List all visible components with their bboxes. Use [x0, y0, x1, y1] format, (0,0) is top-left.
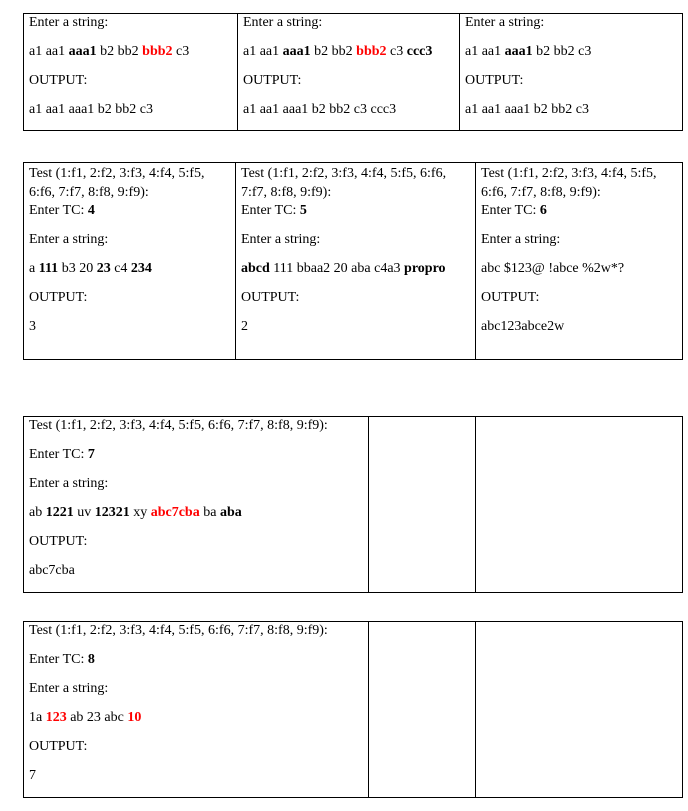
input-string — [241, 260, 470, 289]
tc-line — [29, 651, 363, 680]
output-value: a1 aa1 aaa1 b2 bb2 c3 — [465, 102, 589, 117]
text-segment: c4 — [110, 261, 131, 276]
empty-cell — [369, 417, 476, 593]
bold-token: aba — [219, 505, 242, 520]
text-segment: a1 aa1 — [243, 44, 283, 59]
output-label: OUTPUT: — [29, 73, 88, 88]
input-string — [481, 260, 677, 289]
tc-number: 5 — [299, 203, 307, 218]
text-segment: a1 aa1 — [29, 44, 69, 59]
output-value: 3 — [29, 319, 36, 334]
tc-number: 6 — [539, 203, 547, 218]
input-string — [465, 43, 677, 72]
prompt-text: Enter a string: — [29, 681, 109, 696]
tc-number: 8 — [87, 652, 95, 667]
text-segment: b3 20 — [58, 261, 97, 276]
tc-label: Enter TC: — [481, 203, 540, 218]
empty-cell — [476, 622, 683, 798]
text-segment: c3 — [172, 44, 190, 59]
output-value: abc123abce2w — [481, 319, 565, 334]
test-case-table-3 — [23, 416, 683, 593]
tc-label: Enter TC: — [241, 203, 300, 218]
bold-token: 12321 — [94, 505, 130, 520]
bold-token: aaa1 — [282, 44, 311, 59]
empty-cell — [369, 622, 476, 798]
tc-line — [29, 202, 230, 231]
text-segment: xy — [129, 505, 151, 520]
highlighted-token: abc7cba — [150, 505, 200, 520]
test-menu-text: Test (1:f1, 2:f2, 3:f3, 4:f4, 5:f5, 6:f6, 7:f7, 8:f8, 9:f9): — [29, 623, 328, 638]
text-segment: c3 — [386, 44, 407, 59]
output-value: abc7cba — [29, 563, 75, 578]
bold-token: 1221 — [45, 505, 74, 520]
prompt-text: Enter a string: — [241, 232, 321, 247]
bold-token: abcd — [241, 261, 270, 276]
bold-token: 23 — [96, 261, 111, 276]
bold-token: 234 — [130, 261, 152, 276]
input-string — [29, 260, 230, 289]
text-segment: a — [29, 261, 39, 276]
output-label: OUTPUT: — [29, 739, 88, 754]
output-label: OUTPUT: — [243, 73, 302, 88]
empty-cell — [476, 417, 683, 593]
test-menu-text: Test (1:f1, 2:f2, 3:f3, 4:f4, 5:f5, 6:f6, 7:f7, 8:f8, 9:f9): — [29, 166, 205, 200]
output-label: OUTPUT: — [465, 73, 524, 88]
text-segment: b2 bb2 — [96, 44, 143, 59]
text-segment: b2 bb2 c3 — [532, 44, 592, 59]
output-value: 2 — [241, 319, 248, 334]
test-case-cell-6 — [476, 163, 683, 360]
text-segment: 111 bbaa2 20 aba c4a3 — [269, 261, 405, 276]
output-label: OUTPUT: — [241, 290, 300, 305]
test-cell — [460, 14, 683, 131]
tc-label: Enter TC: — [29, 447, 88, 462]
highlighted-token: 10 — [127, 710, 142, 725]
highlighted-token: 123 — [45, 710, 67, 725]
bold-token: aaa1 — [68, 44, 97, 59]
text-segment: 1a — [29, 710, 46, 725]
prompt-text: Enter a string: — [29, 15, 109, 30]
test-menu-text: Test (1:f1, 2:f2, 3:f3, 4:f4, 5:f5, 6:f6, 7:f7, 8:f8, 9:f9): — [241, 166, 447, 200]
prompt-text: Enter a string: — [243, 15, 323, 30]
tc-number: 7 — [87, 447, 95, 462]
bold-token: aaa1 — [504, 44, 533, 59]
bold-token: propro — [404, 261, 446, 276]
input-string — [29, 43, 232, 72]
output-label: OUTPUT: — [29, 290, 88, 305]
highlighted-token: bbb2 — [356, 44, 387, 59]
prompt-text: Enter a string: — [481, 232, 561, 247]
test-cell — [24, 14, 238, 131]
tc-label: Enter TC: — [29, 652, 88, 667]
text-segment: uv — [73, 505, 95, 520]
test-menu-text: Test (1:f1, 2:f2, 3:f3, 4:f4, 5:f5, 6:f6, 7:f7, 8:f8, 9:f9): — [29, 418, 328, 433]
output-value: a1 aa1 aaa1 b2 bb2 c3 — [29, 102, 153, 117]
test-case-cell-5 — [236, 163, 476, 360]
prompt-text: Enter a string: — [465, 15, 545, 30]
output-label: OUTPUT: — [481, 290, 540, 305]
test-case-cell-8 — [24, 622, 369, 798]
input-string — [29, 504, 363, 533]
tc-label: Enter TC: — [29, 203, 88, 218]
text-segment: ba — [199, 505, 220, 520]
prompt-text: Enter a string: — [29, 232, 109, 247]
prompt-text: Enter a string: — [29, 476, 109, 491]
output-label: OUTPUT: — [29, 534, 88, 549]
bold-token: ccc3 — [406, 44, 433, 59]
text-segment: abc $123@ !abce %2w*? — [481, 261, 625, 276]
tc-line — [481, 202, 677, 231]
input-string — [29, 709, 363, 738]
tc-line — [29, 446, 363, 475]
text-segment: ab — [29, 505, 46, 520]
test-cell — [238, 14, 460, 131]
text-segment: a1 aa1 — [465, 44, 505, 59]
output-value: 7 — [29, 768, 36, 783]
test-case-cell-7 — [24, 417, 369, 593]
highlighted-token: bbb2 — [142, 44, 173, 59]
tc-number: 4 — [87, 203, 95, 218]
text-segment: b2 bb2 — [310, 44, 357, 59]
test-case-table-2 — [23, 162, 683, 360]
test-case-table-4 — [23, 621, 683, 798]
test-case-cell-4 — [24, 163, 236, 360]
output-value: a1 aa1 aaa1 b2 bb2 c3 ccc3 — [243, 102, 397, 117]
tc-line — [241, 202, 470, 231]
bold-token: 111 — [38, 261, 59, 276]
test-menu-text: Test (1:f1, 2:f2, 3:f3, 4:f4, 5:f5, 6:f6, 7:f7, 8:f8, 9:f9): — [481, 166, 657, 200]
string-test-table-1 — [23, 13, 683, 131]
text-segment: ab 23 abc — [66, 710, 128, 725]
input-string — [243, 43, 454, 72]
